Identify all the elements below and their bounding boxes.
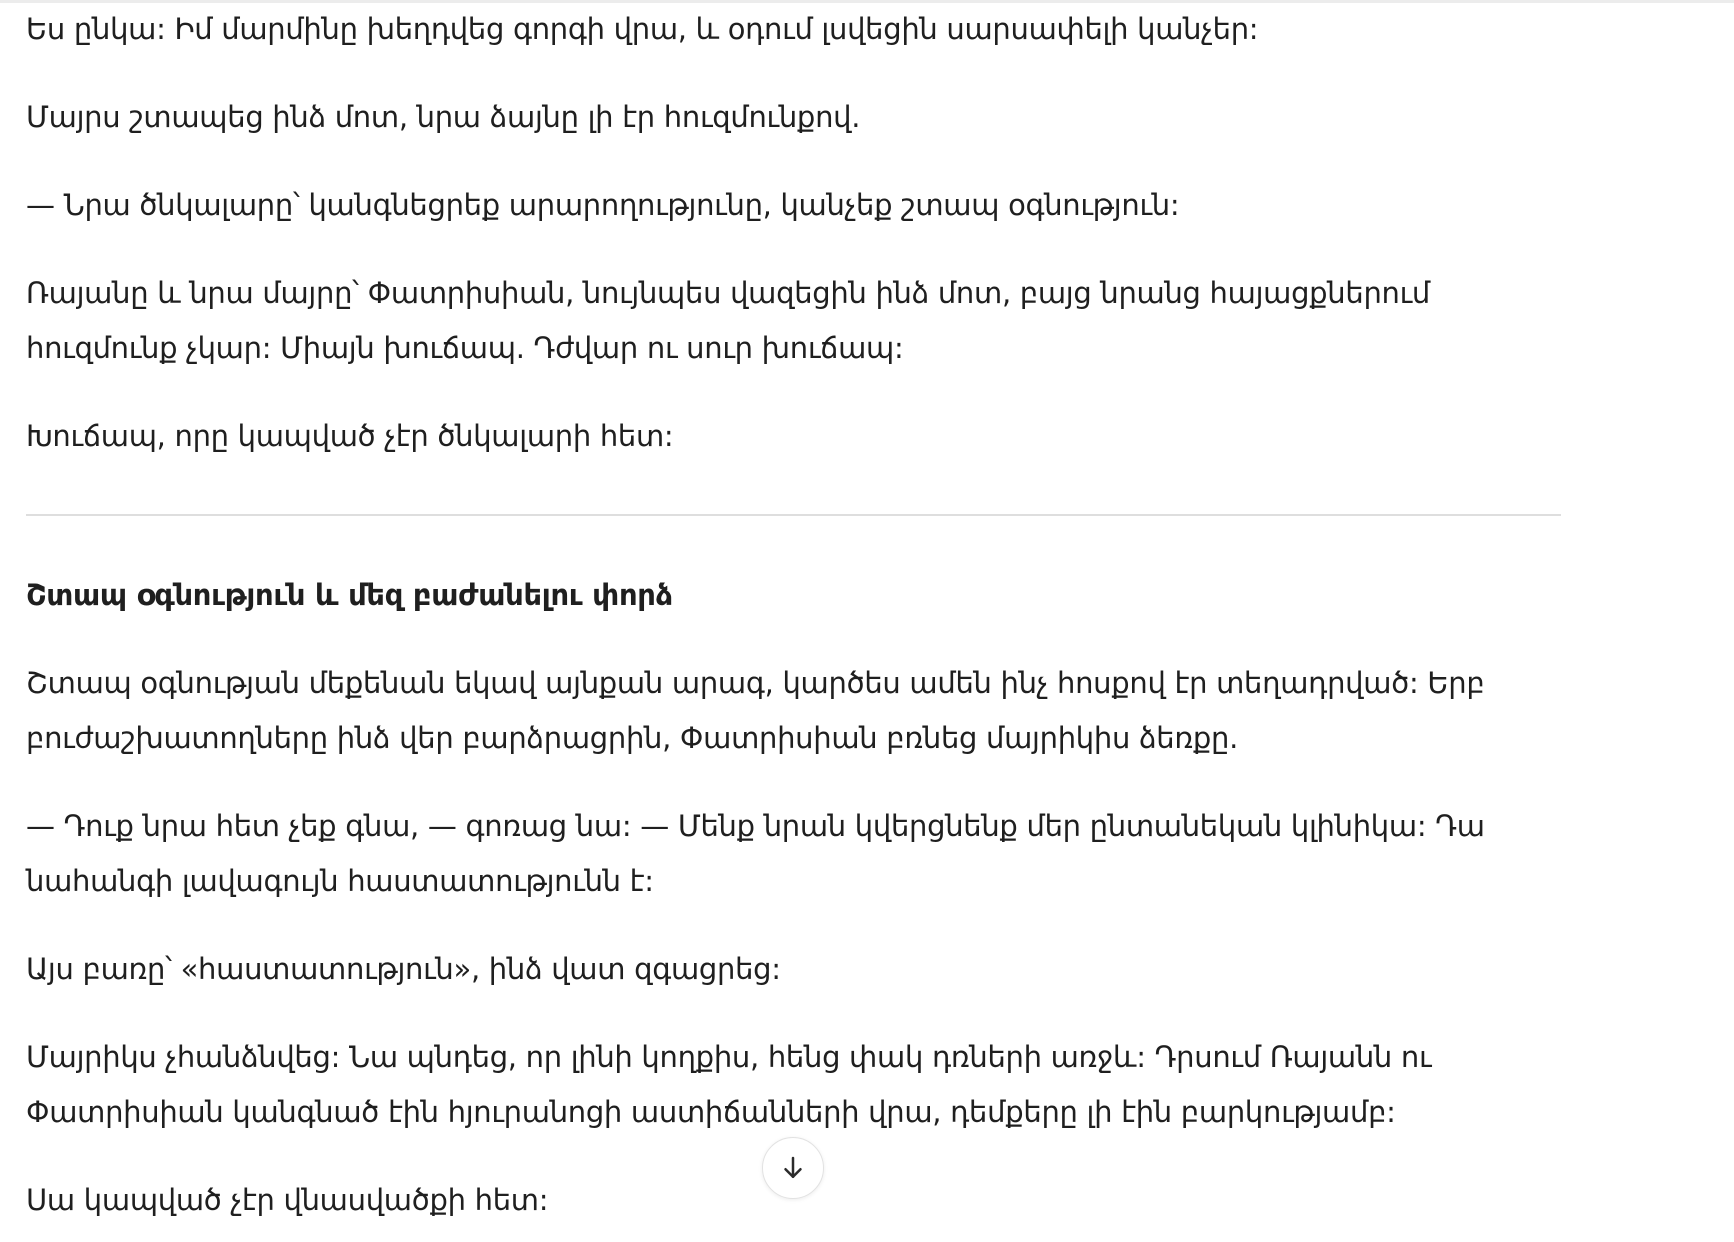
- section-heading: Շտապ օգնություն և մեզ բաժանելու փորձ: [26, 578, 673, 612]
- section-divider: [26, 514, 1561, 516]
- paragraph-line: Ռայանը և նրա մայրը՝ Փատրիսիան, նույնպես վազեցին ինձ մոտ, բայց նրանց հայացքներում: [26, 276, 1431, 310]
- article-content: [26, 2, 1566, 1228]
- paragraph-line: — Դուք նրա հետ չեք գնա, — գոռաց նա: — Մենք նրան կվերցնենք մեր ընտանեկան կլինիկա: Դա: [26, 809, 1485, 843]
- paragraph: Մայրս շտապեց ինձ մոտ, նրա ձայնը լի էր հուզմունքով.: [26, 100, 861, 134]
- paragraph: — Նրա ծնկալարը՝ կանգնեցրեք արարողությունը, կանչեք շտապ օգնություն:: [26, 188, 1180, 222]
- arrow-down-icon: [778, 1153, 808, 1183]
- paragraph-line: Փատրիսիան կանգնած էին հյուրանոցի աստիճանների վրա, դեմքերը լի էին բարկությամբ:: [26, 1095, 1396, 1129]
- paragraph: Ես ընկա: Իմ մարմինը խեղդվեց գորգի վրա, և օդում լսվեցին սարսափելի կանչեր:: [26, 12, 1259, 46]
- paragraph-line: Մայրիկս չհանձնվեց: Նա պնդեց, որ լինի կողքիս, հենց փակ դռների առջև: Դրսում Ռայանն ու: [26, 1040, 1432, 1074]
- paragraph-line: բուժաշխատողները ինձ վեր բարձրացրին, Փատրիսիան բռնեց մայրիկիս ձեռքը.: [26, 721, 1239, 755]
- scroll-down-button[interactable]: [762, 1137, 824, 1199]
- paragraph-line: հուզմունք չկար: Միայն խուճապ. Դժվար ու սուր խուճապ:: [26, 331, 904, 365]
- paragraph-line: Շտապ օգնության մեքենան եկավ այնքան արագ, կարծես ամեն ինչ հոսքով էր տեղադրված: Երբ: [26, 666, 1485, 700]
- paragraph: Այս բառը՝ «հաստատություն», ինձ վատ զգացրեց:: [26, 952, 781, 986]
- paragraph-line: նահանգի լավագույն հաստատությունն է:: [26, 864, 654, 898]
- paragraph: Սա կապված չէր վնասվածքի հետ:: [26, 1183, 549, 1217]
- paragraph: Խուճապ, որը կապված չէր ծնկալարի հետ:: [26, 419, 674, 453]
